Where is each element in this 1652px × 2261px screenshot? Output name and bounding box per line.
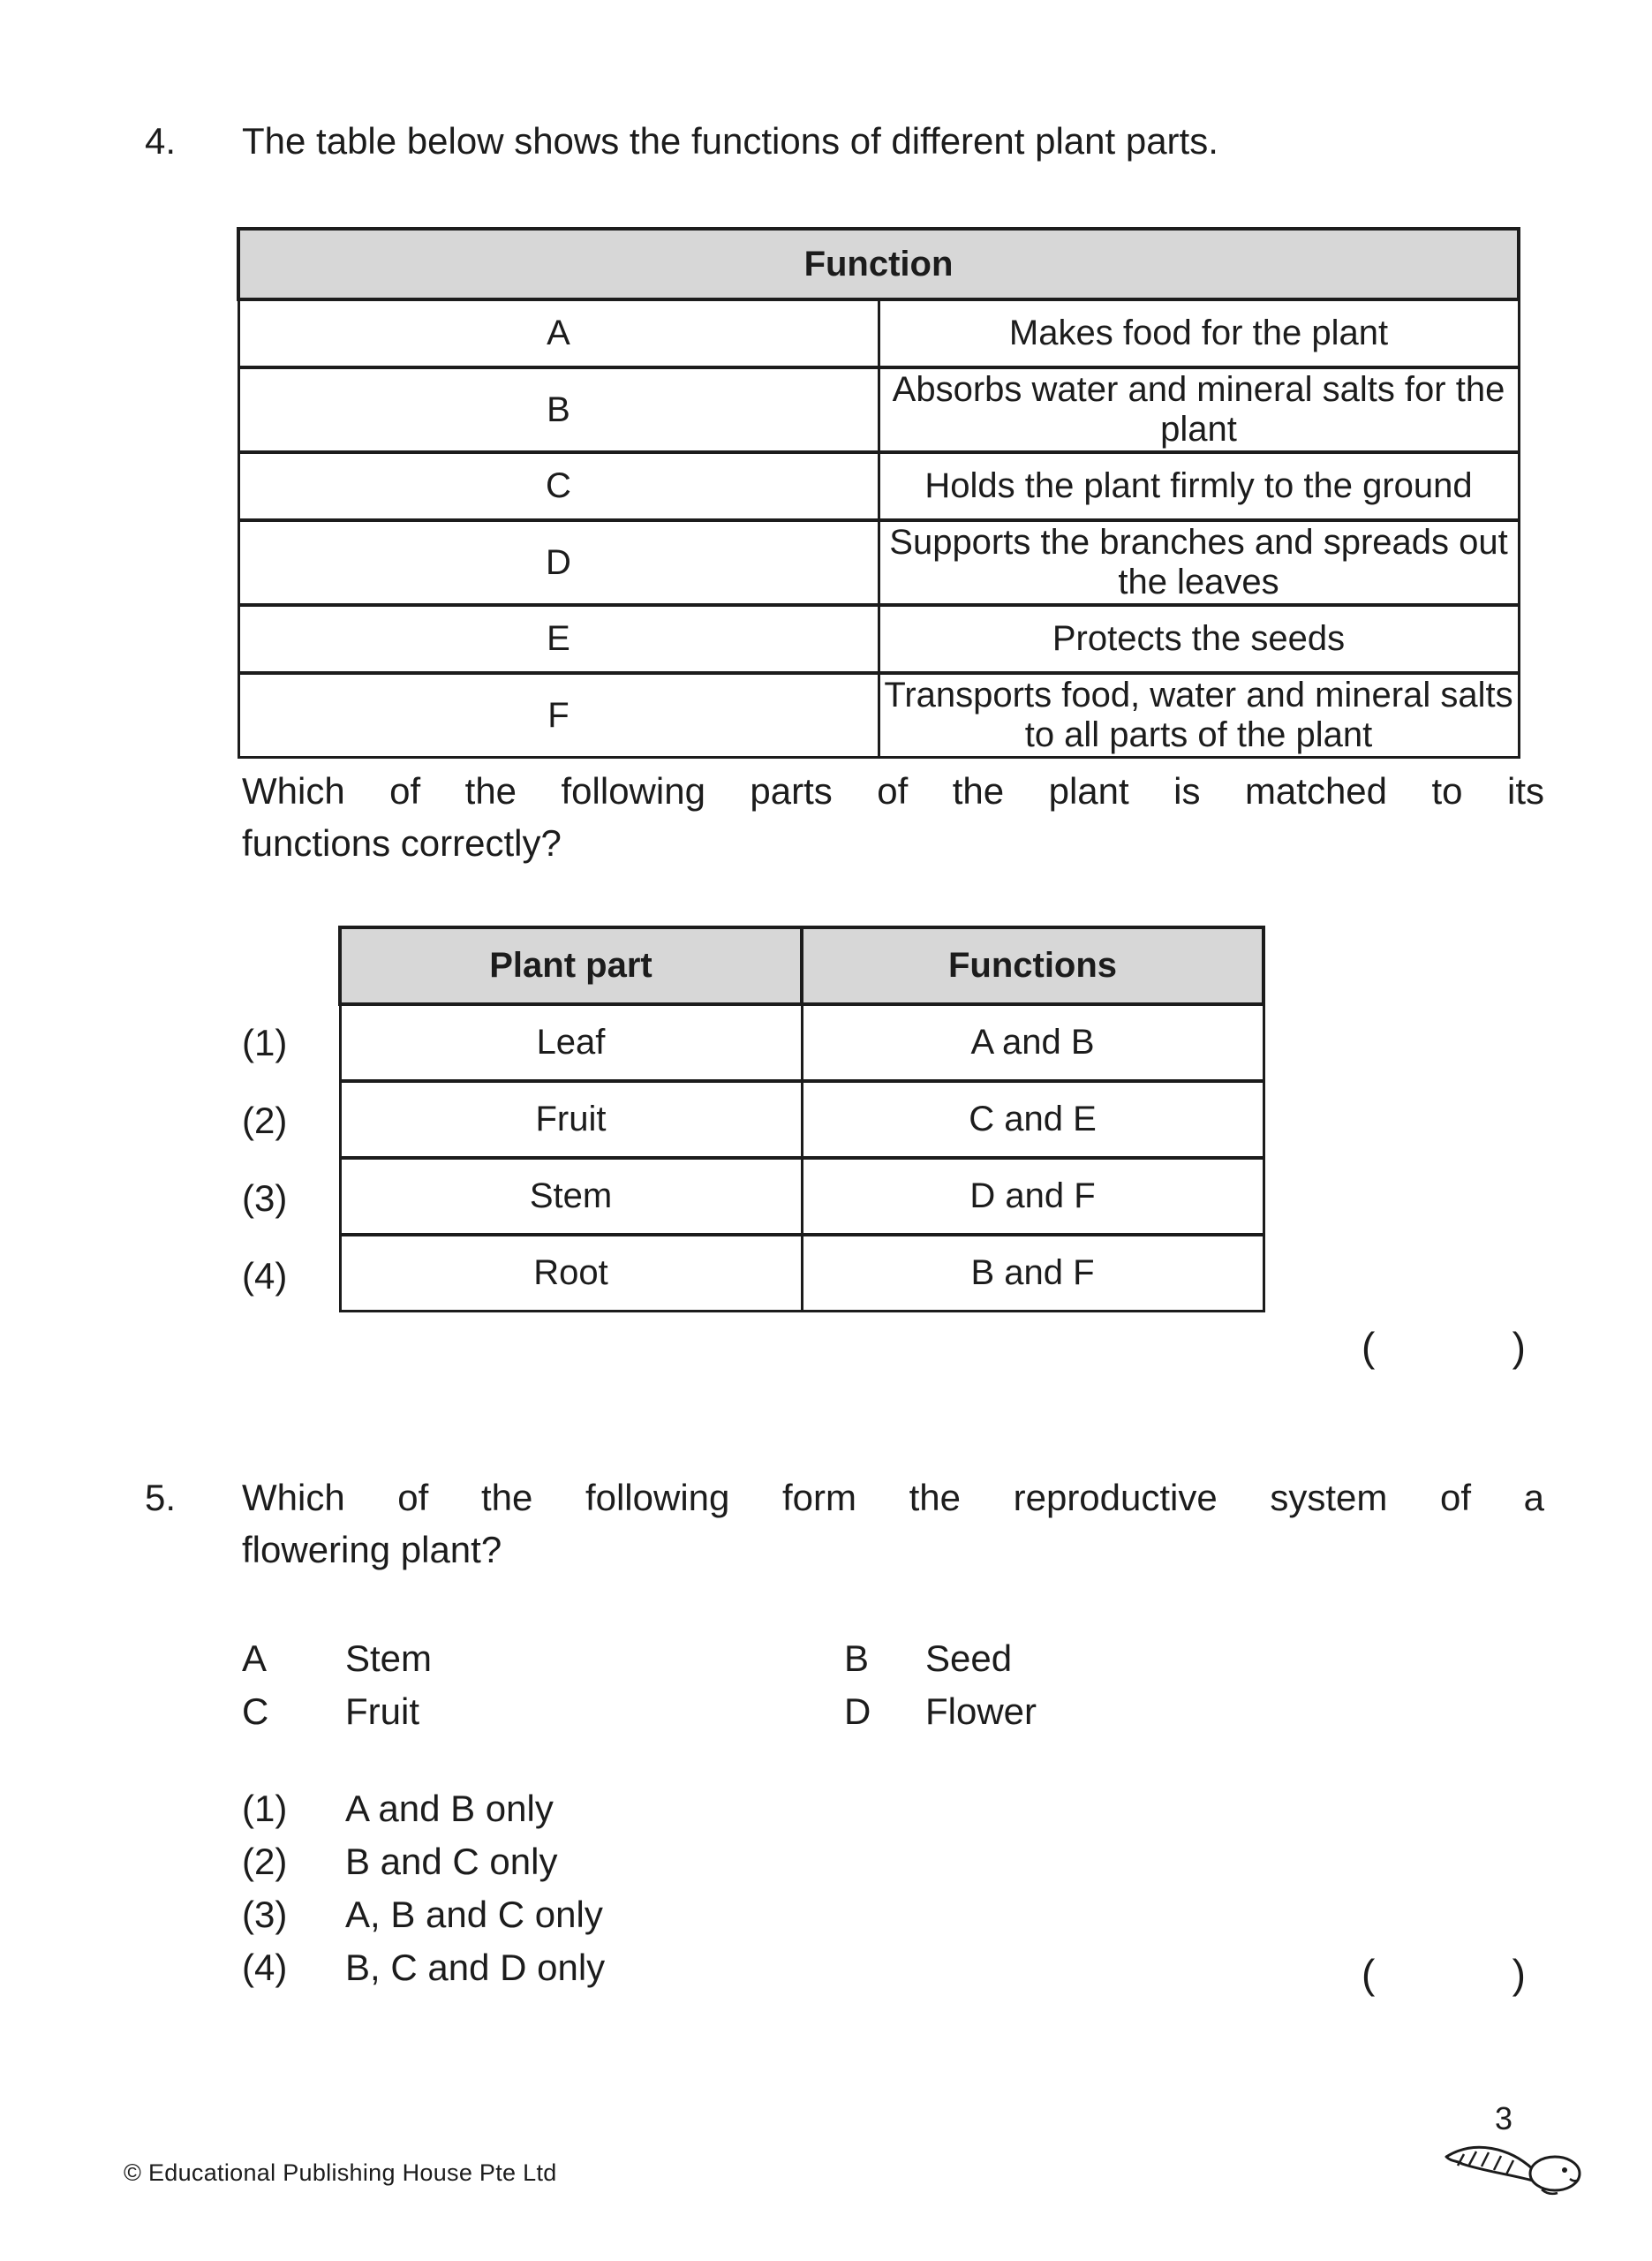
q5-answer-blank	[1362, 1947, 1526, 2001]
row-label: D	[238, 520, 879, 605]
row-function: Holds the plant firmly to the ground	[879, 452, 1519, 520]
choice-a-label: A	[242, 1637, 268, 1679]
q5-question-line2: flowering plant?	[242, 1529, 502, 1570]
table-row	[340, 1158, 1264, 1235]
function-table-header-row	[238, 229, 1519, 299]
table-row	[238, 673, 1519, 758]
functions-cell: A and B	[802, 1004, 1264, 1081]
row-label: F	[238, 673, 879, 758]
row-function: Protects the seeds	[879, 605, 1519, 673]
row-function: Makes food for the plant	[879, 299, 1519, 367]
q5-number: 5.	[145, 1477, 177, 1518]
q5-option-1-text: A and B only	[345, 1788, 554, 1829]
table-row	[238, 299, 1519, 367]
row-function: Absorbs water and mineral salts for the plant	[879, 367, 1519, 452]
functions-cell: C and E	[802, 1081, 1264, 1158]
tadpole-icon	[1437, 2130, 1588, 2201]
q5-option-1-label: (1)	[242, 1788, 288, 1829]
plant-part-cell: Leaf	[340, 1004, 802, 1081]
row-label: A	[238, 299, 879, 367]
q5-option-2-text: B and C only	[345, 1841, 558, 1882]
plant-part-cell: Stem	[340, 1158, 802, 1235]
functions-cell: B and F	[802, 1235, 1264, 1312]
q5-option-4-text: B, C and D only	[345, 1947, 606, 1988]
option-label-3: (3)	[242, 1177, 288, 1219]
plant-part-header: Plant part	[340, 927, 802, 1004]
choice-d-text: Flower	[925, 1690, 1037, 1732]
plant-part-cell: Root	[340, 1235, 802, 1312]
row-label: C	[238, 452, 879, 520]
matching-table-header-row	[340, 927, 1264, 1004]
table-row	[238, 367, 1519, 452]
q4-number: 4.	[145, 120, 177, 162]
copyright-text: © Educational Publishing House Pte Ltd	[124, 2159, 557, 2186]
q4-question	[242, 765, 1544, 869]
open-paren: (	[1362, 1324, 1376, 1370]
row-label: B	[238, 367, 879, 452]
choice-b-label: B	[844, 1637, 870, 1679]
matching-table	[338, 926, 1265, 1312]
choice-b-text: Seed	[925, 1637, 1013, 1679]
open-paren: (	[1362, 1951, 1376, 1997]
q5-question-line1: Which of the following form the reproductive system of a	[242, 1477, 1544, 1518]
row-function: Transports food, water and mineral salts to all parts of the plant	[879, 673, 1519, 758]
q4-answer-blank	[1362, 1320, 1526, 1374]
q4-intro-text: The table below shows the functions of different plant parts.	[242, 120, 1218, 162]
q5-option-4-label: (4)	[242, 1947, 288, 1988]
choice-a-text: Stem	[345, 1637, 433, 1679]
q4-question-line1: Which of the following parts of the plant is matched to its	[242, 770, 1544, 812]
q5-option-2-label: (2)	[242, 1841, 288, 1882]
close-paren: )	[1512, 1324, 1526, 1370]
function-table	[237, 227, 1520, 759]
choice-c-text: Fruit	[345, 1690, 419, 1732]
row-function: Supports the branches and spreads out the leaves	[879, 520, 1519, 605]
row-label: E	[238, 605, 879, 673]
tadpole-illustration	[1437, 2130, 1588, 2205]
functions-cell: D and F	[802, 1158, 1264, 1235]
table-row	[238, 520, 1519, 605]
table-row	[238, 605, 1519, 673]
plant-part-cell: Fruit	[340, 1081, 802, 1158]
table-row	[340, 1235, 1264, 1312]
table-row	[238, 452, 1519, 520]
choice-c-label: C	[242, 1690, 269, 1732]
choice-d-label: D	[844, 1690, 871, 1732]
table-row	[340, 1081, 1264, 1158]
functions-header: Functions	[802, 927, 1264, 1004]
page-number: 3	[1495, 2100, 1513, 2136]
q5-question	[242, 1471, 1544, 1576]
table-row	[340, 1004, 1264, 1081]
q5-option-3-text: A, B and C only	[345, 1894, 603, 1935]
q5-option-3-label: (3)	[242, 1894, 288, 1935]
option-label-2: (2)	[242, 1100, 288, 1141]
function-table-header: Function	[238, 229, 1519, 299]
close-paren: )	[1512, 1951, 1526, 1997]
option-label-1: (1)	[242, 1022, 288, 1063]
option-label-4: (4)	[242, 1255, 288, 1297]
q4-question-line2: functions correctly?	[242, 822, 562, 864]
